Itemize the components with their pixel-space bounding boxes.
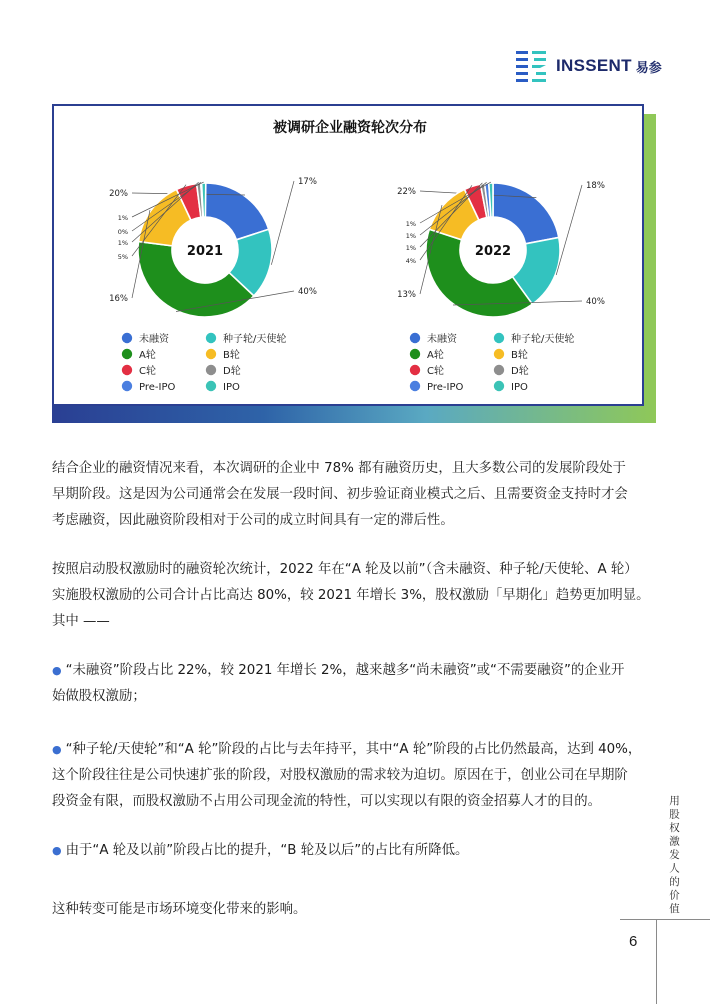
legend-label: C轮 bbox=[427, 366, 444, 377]
legend-swatch bbox=[410, 333, 420, 343]
text-line: 结合企业的融资情况来看，本次调研的企业中 78% 都有融资历史，且大多数公司的发展阶段处于 bbox=[52, 461, 626, 476]
legend-swatch bbox=[206, 365, 216, 375]
leader-line bbox=[556, 185, 582, 275]
legend-label: 未融资 bbox=[139, 334, 169, 345]
legend-label: 种子轮/天使轮 bbox=[511, 334, 575, 345]
leader-line bbox=[271, 181, 294, 265]
donut-slice-未融资 bbox=[205, 183, 269, 240]
brand-name-cn: 易参 bbox=[635, 60, 662, 76]
legend-swatch bbox=[410, 365, 420, 375]
legend-swatch bbox=[494, 333, 504, 343]
slice-label: 20% bbox=[109, 189, 128, 199]
legend-label: IPO bbox=[511, 382, 528, 393]
legend-label: Pre-IPO bbox=[427, 382, 464, 393]
slice-label: 1% bbox=[117, 214, 128, 222]
brand-name: INSSENT bbox=[556, 56, 632, 75]
legend-swatch bbox=[494, 381, 504, 391]
text-line: 其中 —— bbox=[52, 614, 110, 629]
bullet-text: “种子轮/天使轮”和“A 轮”阶段的占比与去年持平，其中“A 轮”阶段的占比仍然最高，达到 40%， bbox=[65, 742, 642, 757]
text-line: 这个阶段往往是公司快速扩张的阶段，对股权激励的需求较为迫切。原因在于，创业公司在早期阶 bbox=[52, 768, 628, 783]
bullet-text: “未融资”阶段占比 22%，较 2021 年增长 2%，越来越多“尚未融资”或“不需要融资”的企业开 bbox=[65, 663, 625, 678]
legend-label: A轮 bbox=[427, 350, 444, 361]
side-slogan: 用股权激发人的价值 bbox=[668, 795, 680, 917]
legend-swatch bbox=[122, 333, 132, 343]
slice-label: 1% bbox=[117, 239, 128, 247]
slice-label: 1% bbox=[405, 232, 416, 240]
slice-label: 0% bbox=[117, 228, 128, 236]
slice-label: 4% bbox=[405, 257, 416, 265]
slice-label: 1% bbox=[405, 244, 416, 252]
text-line bbox=[52, 658, 664, 684]
legend-label: 未融资 bbox=[427, 334, 457, 345]
slice-label: 16% bbox=[109, 294, 128, 304]
legend-label: B轮 bbox=[223, 350, 240, 361]
slice-label: 40% bbox=[298, 287, 317, 297]
donut-center-year: 2021 bbox=[186, 244, 224, 259]
bullet-icon: ● bbox=[52, 844, 62, 857]
legend-swatch bbox=[206, 333, 216, 343]
legend-label: D轮 bbox=[223, 366, 241, 377]
bullet-icon: ● bbox=[52, 664, 62, 677]
paragraph-conclusion bbox=[52, 897, 664, 923]
chart-figure bbox=[52, 104, 644, 406]
slice-label: 18% bbox=[586, 181, 605, 191]
legend-label: A轮 bbox=[139, 350, 156, 361]
text-line: 考虑融资，因此融资阶段相对于公司的成立时间具有一定的滞后性。 bbox=[52, 513, 454, 528]
donut-chart-2021 bbox=[109, 177, 317, 393]
slice-label: 22% bbox=[397, 187, 416, 197]
legend-swatch bbox=[410, 349, 420, 359]
donut-chart-2022 bbox=[397, 181, 605, 393]
text-line bbox=[52, 838, 664, 864]
bullet-seed-and-a-round bbox=[52, 737, 664, 815]
legend-swatch bbox=[206, 381, 216, 391]
brand-logo bbox=[516, 48, 662, 84]
legend-swatch bbox=[122, 381, 132, 391]
legend-label: 种子轮/天使轮 bbox=[223, 334, 287, 345]
legend-swatch bbox=[410, 381, 420, 391]
text-line: 这种转变可能是市场环境变化带来的影响。 bbox=[52, 902, 307, 917]
text-line: 实施股权激励的公司合计占比高达 80%，较 2021 年增长 3%，股权激励「早期化」趋势更加明显。 bbox=[52, 588, 650, 603]
paragraph-financing-overview bbox=[52, 456, 664, 534]
figure-title: 被调研企业融资轮次分布 bbox=[273, 120, 427, 136]
footer-divider-horizontal bbox=[620, 919, 710, 920]
bullet-icon: ● bbox=[52, 743, 62, 756]
text-line: 始做股权激励； bbox=[52, 689, 146, 704]
legend-label: C轮 bbox=[139, 366, 156, 377]
slice-label: 40% bbox=[586, 297, 605, 307]
donut-charts bbox=[54, 106, 646, 408]
bullet-text: 由于“A 轮及以前”阶段占比的提升，“B 轮及以后”的占比有所降低。 bbox=[65, 843, 469, 858]
legend-swatch bbox=[122, 349, 132, 359]
text-line: 按照启动股权激励时的融资轮次统计，2022 年在“A 轮及以前”（含未融资、种子轮/天使轮、A 轮） bbox=[52, 562, 638, 577]
footer-divider-vertical bbox=[656, 919, 657, 1004]
legend-label: B轮 bbox=[511, 350, 528, 361]
legend-swatch bbox=[494, 365, 504, 375]
slice-label: 17% bbox=[298, 177, 317, 187]
legend-label: Pre-IPO bbox=[139, 382, 176, 393]
slice-label: 13% bbox=[397, 290, 416, 300]
bullet-unfunded bbox=[52, 658, 664, 710]
text-line bbox=[52, 737, 664, 763]
donut-slice-未融资 bbox=[493, 183, 559, 244]
legend-swatch bbox=[206, 349, 216, 359]
donut-center-year: 2022 bbox=[474, 244, 512, 259]
legend-swatch bbox=[494, 349, 504, 359]
paragraph-round-statistics bbox=[52, 557, 664, 635]
legend-label: IPO bbox=[223, 382, 240, 393]
bullet-b-round-after bbox=[52, 838, 664, 864]
slice-label: 1% bbox=[405, 220, 416, 228]
text-line: 段资金有限，而股权激励不占用公司现金流的特性，可以实现以有限的资金招募人才的目的。 bbox=[52, 794, 602, 809]
text-line: 早期阶段。这是因为公司通常会在发展一段时间、初步验证商业模式之后、且需要资金支持时才会 bbox=[52, 487, 628, 502]
slice-label: 5% bbox=[117, 253, 128, 261]
legend-label: D轮 bbox=[511, 366, 529, 377]
page-number: 6 bbox=[629, 933, 638, 950]
logo-mark-icon bbox=[516, 49, 548, 83]
legend-swatch bbox=[122, 365, 132, 375]
